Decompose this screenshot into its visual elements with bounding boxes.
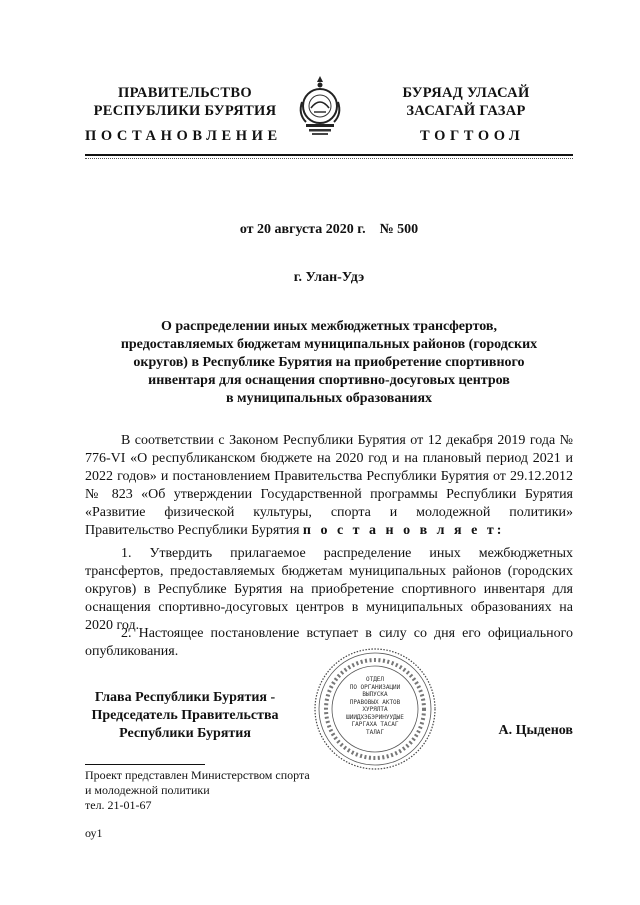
org-name-ru [85,84,285,120]
title-line: инвентаря для оснащения спортивно-досуговых центров [148,373,510,388]
org-name-bua-line2: ЗАСАГАЙ ГАЗАР [406,103,526,119]
position-line: Председатель Правительства [91,708,279,723]
position-line: Республики Бурятия [119,726,251,741]
preamble-text: В соответствии с Законом Республики Бурятия от 12 декабря 2019 года № 776-VI «О республиканском бюджете на 2020 год и на плановый период 2021 и 2022 годов» и постановлением Правительства Республики Бурятия от 29.12.2012 № 823 «Об утверждении Государственной программы Республики Бурятия «Развитие физической культуры, спорта и молодежной политики» Правительство Республики Бурятия [85,433,573,538]
footer-line: тел. 21-01-67 [85,798,152,812]
place: г. Улан-Удэ [293,270,365,285]
title-line: О распределении иных межбюджетных трансфертов, [161,319,497,334]
resolves-text: п о с т а н о в л я е т: [302,523,505,538]
org-name-ru-line1: ПРАВИТЕЛЬСТВО [118,85,252,101]
document-mark: оу1 [85,826,103,840]
doc-type-ru: ПОСТАНОВЛЕНИЕ [85,128,282,144]
signatory-name: А. Цыденов [498,723,573,738]
org-name-bua [366,84,566,120]
footer-note [85,768,310,813]
header-divider-dotted [85,158,573,159]
footer-line: Проект представлен Министерством спорта [85,768,310,782]
title-line: в муниципальных образованиях [225,391,433,406]
item-2-paragraph: 2. Настоящее постановление вступает в силу со дня его официального опубликования. [85,626,573,659]
footer-divider [85,764,205,765]
official-stamp [312,646,438,772]
item-1-paragraph: 1. Утвердить прилагаемое распределение иных межбюджетных трансфертов, предоставляемых бюджетам муниципальных районов (городских округов) в Республике Бурятия на приобретение спортивного инвентаря для оснащения спортивно-досуговых центров в муниципальных образованиях на 2020 год. [85,546,573,633]
date-number: от 20 августа 2020 г. № 500 [239,222,419,237]
title-line: предоставляемых бюджетам муниципальных районов (городских [120,337,538,352]
position-line: Глава Республики Бурятия - [94,690,276,705]
doc-type-bua: ТОГТООЛ [420,128,525,144]
preamble-paragraph [85,432,573,540]
document-title [100,318,558,408]
buryatia-coat-of-arms-icon [296,74,344,136]
footer-line: и молодежной политики [85,783,210,797]
stamp-text: ОТДЕЛ ПО ОРГАНИЗАЦИИ ВЫПУСКА ПРАВОВЫХ АКТОВ ХУРЯЛТА ШИИДХЭБЭРИНУУДЫЕ ГАРГАХА ТАСАГ ТАЛАГ [346,676,404,736]
header-divider [85,154,573,156]
title-line: округов) в Республике Бурятия на приобретение спортивного [133,355,525,370]
signatory-position [85,689,285,743]
org-name-ru-line2: РЕСПУБЛИКИ БУРЯТИЯ [93,103,277,119]
org-name-bua-line1: БУРЯАД УЛАСАЙ [402,85,530,101]
